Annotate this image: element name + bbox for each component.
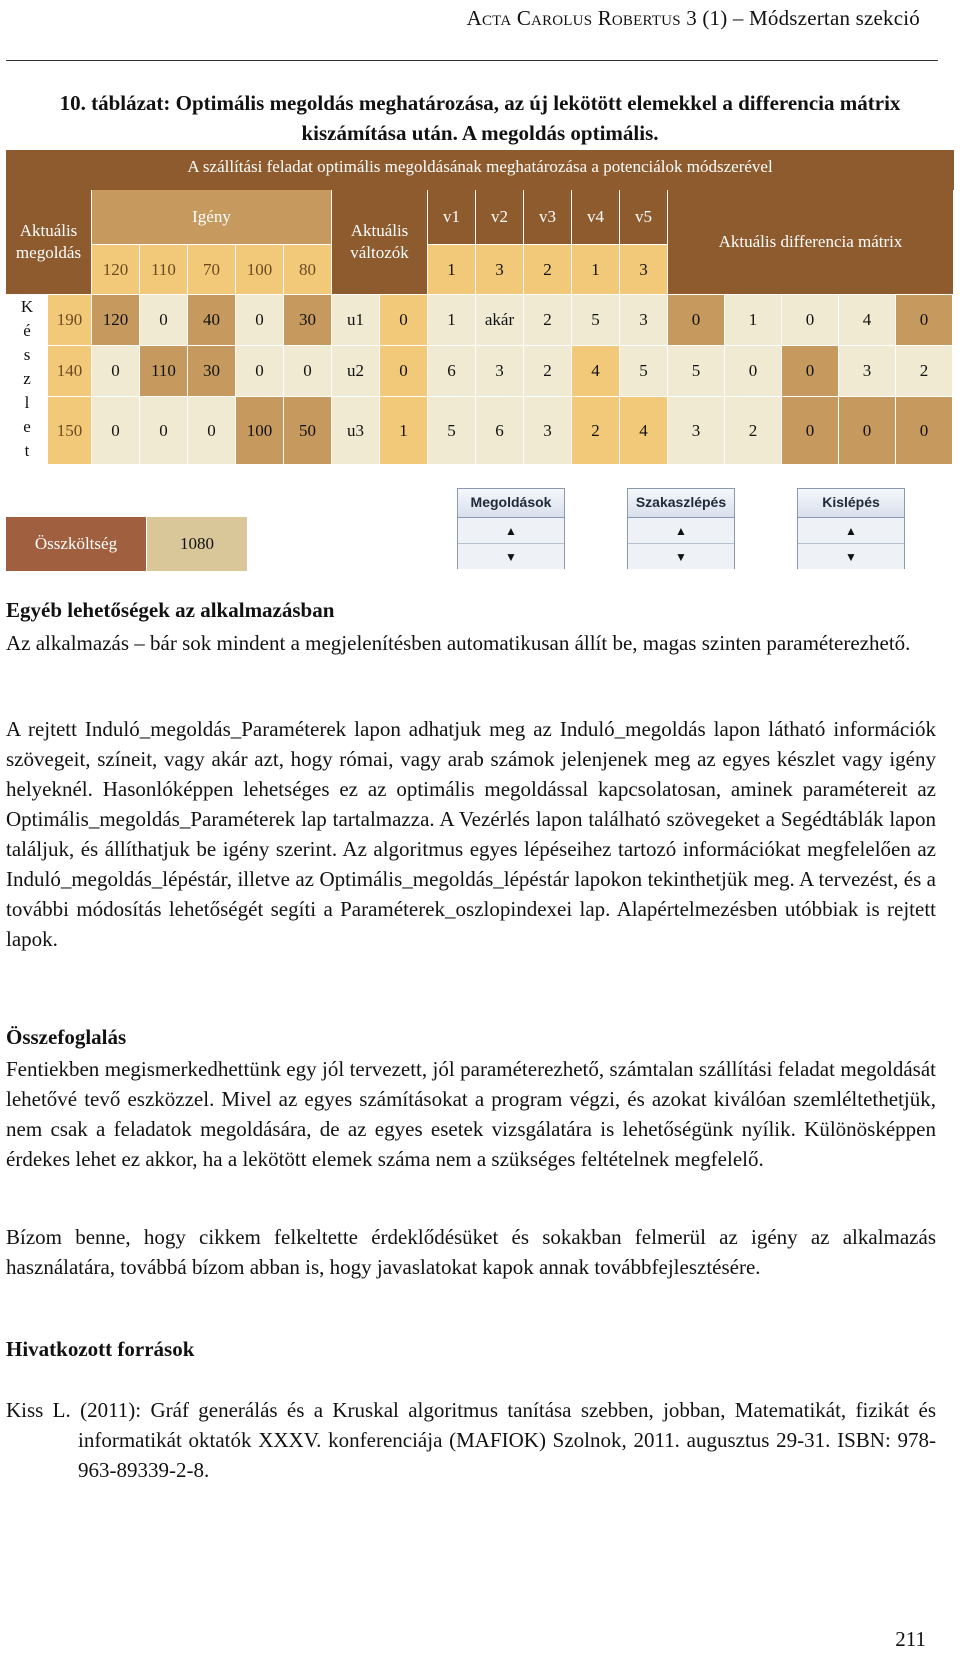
small-step-spinner-label[interactable]: Kislépés <box>798 489 904 518</box>
demand-header: Igény <box>92 190 332 245</box>
cost-cell: 5 <box>620 346 668 397</box>
solution-cell: 110 <box>140 346 188 397</box>
cost-cell: 3 <box>524 397 572 465</box>
supply-letter: z <box>23 369 31 388</box>
difference-cell: 5 <box>668 346 725 397</box>
supply-value: 140 <box>48 346 92 397</box>
supply-value: 190 <box>48 295 92 346</box>
potential-v-label: v5 <box>620 190 668 245</box>
demand-value: 70 <box>188 245 236 295</box>
current-variables-header: Aktuális változók <box>332 190 428 295</box>
section-step-up-icon[interactable]: ▲ <box>628 518 734 544</box>
solutions-up-icon[interactable]: ▲ <box>458 518 564 544</box>
cost-cell: akár <box>476 295 524 346</box>
difference-cell: 0 <box>782 295 839 346</box>
solution-cell: 30 <box>188 346 236 397</box>
potential-u-value: 0 <box>380 295 428 346</box>
potential-u-label: u1 <box>332 295 380 346</box>
cost-cell: 3 <box>476 346 524 397</box>
potential-v-value: 1 <box>428 245 476 295</box>
difference-cell: 0 <box>782 346 839 397</box>
running-head <box>467 6 920 31</box>
cost-cell: 4 <box>572 346 620 397</box>
demand-value: 110 <box>140 245 188 295</box>
solutions-spinner[interactable] <box>457 488 565 569</box>
supply-letter: e <box>23 417 31 436</box>
solution-cell: 0 <box>92 346 140 397</box>
difference-matrix-header: Aktuális differencia mátrix <box>668 190 954 295</box>
paragraph-options-2: A rejtett Induló_megoldás_Paraméterek lapon adhatjuk meg az Induló_megoldás lapon látható információk szövegeit, színeit, vagy akár azt, hogy római, vagy arab számok jelenjenek meg az egyes készlet vagy igény helyeknél. Hasonlóképpen lehetséges ez az optimális megoldással kapcsolatosan, aminek paramétereit az Optimális_megoldás_Paraméterek lap tartalmazza. A Vezérlés lapon található szövegeket a Segédtáblák lapon találjuk, és állíthatjuk be igény szerint. Az algoritmus egyes lépéseihez tartozó információkat megfelelően az Induló_megoldás_lépéstár, illetve az Optimális_megoldás_lépéstár lapokon tekinthetjük meg. A tervezést, és a további módosítás lehetőségét segíti a Paraméterek_oszlopindexei lap. Alapértelmezésben utóbbiak is rejtett lapok. <box>6 717 936 951</box>
cost-cell: 6 <box>428 346 476 397</box>
header-rule <box>6 60 938 61</box>
solution-cell: 40 <box>188 295 236 346</box>
cost-cell: 5 <box>428 397 476 465</box>
section-heading-options: Egyéb lehetőségek az alkalmazásban <box>6 598 335 622</box>
potential-v-value: 3 <box>620 245 668 295</box>
potential-v-label: v2 <box>476 190 524 245</box>
difference-cell: 0 <box>896 397 953 465</box>
cost-cell: 2 <box>524 346 572 397</box>
difference-cell: 3 <box>839 346 896 397</box>
solution-cell: 0 <box>236 295 284 346</box>
sheet-banner: A szállítási feladat optimális megoldásának meghatározása a potenciálok módszerével <box>6 150 954 190</box>
supply-letter: K <box>20 297 34 316</box>
section-heading-summary: Összefoglalás <box>6 1025 127 1049</box>
potential-v-value: 1 <box>572 245 620 295</box>
reference-1: Kiss L. (2011): Gráf generálás és a Kruskal algoritmus tanítása szebben, jobban, Matematikát, fizikát és informatikát oktatók XXXV. konferenciája (MAFIOK) Szolnok, 2011. augusztus 29-31. ISBN: 978-963-89339-2-8. <box>6 1398 936 1482</box>
solution-cell: 100 <box>236 397 284 465</box>
cost-cell: 2 <box>572 397 620 465</box>
total-cost-box <box>6 517 247 571</box>
demand-value: 100 <box>236 245 284 295</box>
paragraph-options-1: Az alkalmazás – bár sok mindent a megjelenítésben automatikusan állít be, magas szinten paraméterezhető. <box>6 631 911 655</box>
solutions-down-icon[interactable]: ▼ <box>458 544 564 569</box>
solution-cell: 30 <box>284 295 332 346</box>
difference-cell: 3 <box>668 397 725 465</box>
solution-cell: 50 <box>284 397 332 465</box>
difference-cell: 0 <box>896 295 953 346</box>
page-number: 211 <box>895 1627 926 1651</box>
potential-u-label: u2 <box>332 346 380 397</box>
table-caption: 10. táblázat: Optimális megoldás meghatározása, az új lekötött elemekkel a differencia mátrix kiszámítása után. A megoldás optimális. <box>59 91 901 145</box>
supply-letter: l <box>24 393 30 412</box>
supply-letter: s <box>23 345 31 364</box>
spreadsheet-figure <box>6 150 954 465</box>
small-step-up-icon[interactable]: ▲ <box>798 518 904 544</box>
potential-v-value: 3 <box>476 245 524 295</box>
solution-cell: 0 <box>140 397 188 465</box>
cost-cell: 3 <box>620 295 668 346</box>
current-solution-header: Aktuális megoldás <box>6 190 92 295</box>
supply-letter: é <box>23 321 31 340</box>
difference-cell: 0 <box>782 397 839 465</box>
section-heading-references: Hivatkozott források <box>6 1337 195 1361</box>
solution-cell: 0 <box>92 397 140 465</box>
paragraph-summary-1: Fentiekben megismerkedhettünk egy jól tervezett, jól paraméterezhető, számtalan szállítási feladat megoldását lehetővé tevő eszközzel. Mivel az egyes számításokat a program végzi, és azokat kiválóan szemléltethetjük, nem csak a feladatok megoldására, de az egyes esetek vizsgálatára is lehetőségünk nyílik. Különösképpen érdekes lehet ez akkor, ha a lekötött elemek száma nem a szükséges feltételnek megfelelő. <box>6 1057 936 1171</box>
demand-value: 120 <box>92 245 140 295</box>
potential-v-label: v3 <box>524 190 572 245</box>
total-cost-value: 1080 <box>146 517 247 571</box>
potential-v-label: v4 <box>572 190 620 245</box>
cost-cell: 5 <box>572 295 620 346</box>
supply-vertical-label <box>6 295 49 465</box>
difference-cell: 0 <box>725 346 782 397</box>
potential-u-value: 0 <box>380 346 428 397</box>
section-step-down-icon[interactable]: ▼ <box>628 544 734 569</box>
supply-letter: t <box>24 441 30 460</box>
journal-name: Acta Carolus Robertus <box>466 6 681 30</box>
potential-u-value: 1 <box>380 397 428 465</box>
difference-cell: 4 <box>839 295 896 346</box>
difference-cell: 1 <box>725 295 782 346</box>
cost-cell: 2 <box>524 295 572 346</box>
supply-value: 150 <box>48 397 92 465</box>
cost-cell: 6 <box>476 397 524 465</box>
journal-section: 3 (1) – Módszertan szekció <box>680 6 920 30</box>
solution-cell: 0 <box>188 397 236 465</box>
cost-cell: 1 <box>428 295 476 346</box>
small-step-down-icon[interactable]: ▼ <box>798 544 904 569</box>
solution-cell: 0 <box>284 346 332 397</box>
difference-cell: 0 <box>839 397 896 465</box>
section-step-spinner[interactable] <box>627 488 735 569</box>
solution-cell: 0 <box>236 346 284 397</box>
potential-v-value: 2 <box>524 245 572 295</box>
solution-cell: 120 <box>92 295 140 346</box>
difference-cell: 0 <box>668 295 725 346</box>
demand-value: 80 <box>284 245 332 295</box>
paragraph-summary-2: Bízom benne, hogy cikkem felkeltette érdeklődésüket és sokakban felmerül az igény az alkalmazás használatára, továbbá bízom abban is, hogy javaslatokat kapok annak továbbfejlesztésére. <box>6 1225 936 1279</box>
small-step-spinner[interactable] <box>797 488 905 569</box>
section-step-spinner-label[interactable]: Szakaszlépés <box>628 489 734 518</box>
solution-cell: 0 <box>140 295 188 346</box>
potential-u-label: u3 <box>332 397 380 465</box>
potential-v-label: v1 <box>428 190 476 245</box>
difference-cell: 2 <box>896 346 953 397</box>
total-cost-label: Összköltség <box>6 517 146 571</box>
cost-cell: 4 <box>620 397 668 465</box>
difference-cell: 2 <box>725 397 782 465</box>
solutions-spinner-label[interactable]: Megoldások <box>458 489 564 518</box>
